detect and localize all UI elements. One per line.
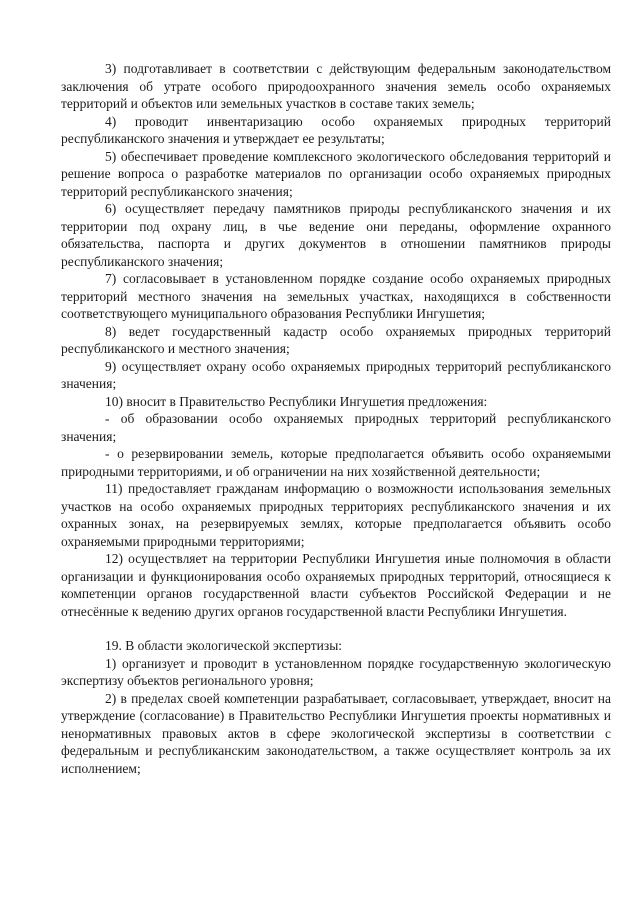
- paragraph-item-3: 3) подготавливает в соответствии с действующим федеральным законодательством заключения об утрате особого природоохранного значения земель особо охраняемых территорий и объектов или земельных участков в составе таких земель;: [61, 61, 611, 111]
- paragraph-item-8: 8) ведет государственный кадастр особо охраняемых природных территорий республиканского и местного значения;: [61, 323, 611, 356]
- paragraph-section19-item-1: 1) организует и проводит в установленном порядке государственную экологическую экспертизу объектов регионального уровня;: [61, 655, 611, 688]
- paragraph-item-12: 12) осуществляет на территории Республики Ингушетия иные полномочия в области организации и функционирования особо охраняемых природных территорий, относящиеся к компетенции органов государственной власти субъектов Российской Федерации и не отнесённые к ведению других органов государственной власти Республики Ингушетия.: [61, 551, 611, 619]
- paragraph-item-9: 9) осуществляет охрану особо охраняемых природных территорий республиканского значения;: [61, 358, 611, 391]
- paragraph-item-5: 5) обеспечивает проведение комплексного экологического обследования территорий и решение вопроса о разработке материалов по организации особо охраняемых природных территорий республиканского значения;: [61, 148, 611, 199]
- paragraph-subitem-dash-1: - об образовании особо охраняемых природных территорий республиканского значения;: [61, 411, 611, 444]
- section-spacer: [61, 620, 611, 637]
- paragraph-subitem-dash-2: - о резервировании земель, которые предполагается объявить особо охраняемыми природными территориями, и об ограничении на них хозяйственной деятельности;: [61, 446, 611, 479]
- section-heading-19: 19. В области экологической экспертизы:: [105, 638, 343, 653]
- paragraph-item-10: 10) вносит в Правительство Республики Ингушетия предложения:: [105, 393, 488, 409]
- document-page: [61, 60, 611, 777]
- paragraph-item-4: 4) проводит инвентаризацию особо охраняемых природных территорий республиканского значения и утверждает ее результаты;: [61, 113, 611, 146]
- paragraph-item-6: 6) осуществляет передачу памятников природы республиканского значения и их территории под охрану лиц, в чье ведение они переданы, оформление охранного обязательства, паспорта и других документов в отношении памятников природы республиканского значения;: [61, 201, 611, 269]
- paragraph-item-7: 7) согласовывает в установленном порядке создание особо охраняемых природных территорий местного значения на земельных участках, находящихся в собственности соответствующего муниципального образования Республики Ингушетия;: [61, 271, 611, 321]
- paragraph-section19-item-2: 2) в пределах своей компетенции разрабатывает, согласовывает, утверждает, вносит на утверждение (согласование) в Правительство Республики Ингушетия проекты нормативных и ненормативных правовых актов в сфере экологической экспертизы в соответствии с федеральным и республиканским законодательством, а также осуществляет контроль за их исполнением;: [61, 690, 611, 776]
- paragraph-item-11: 11) предоставляет гражданам информацию о возможности использования земельных участков на особо охраняемых природных территориях республиканского значения и их охранных зонах, на резервируемых землях, которые предполагается объявить особо охраняемыми природными территориями;: [61, 481, 611, 549]
